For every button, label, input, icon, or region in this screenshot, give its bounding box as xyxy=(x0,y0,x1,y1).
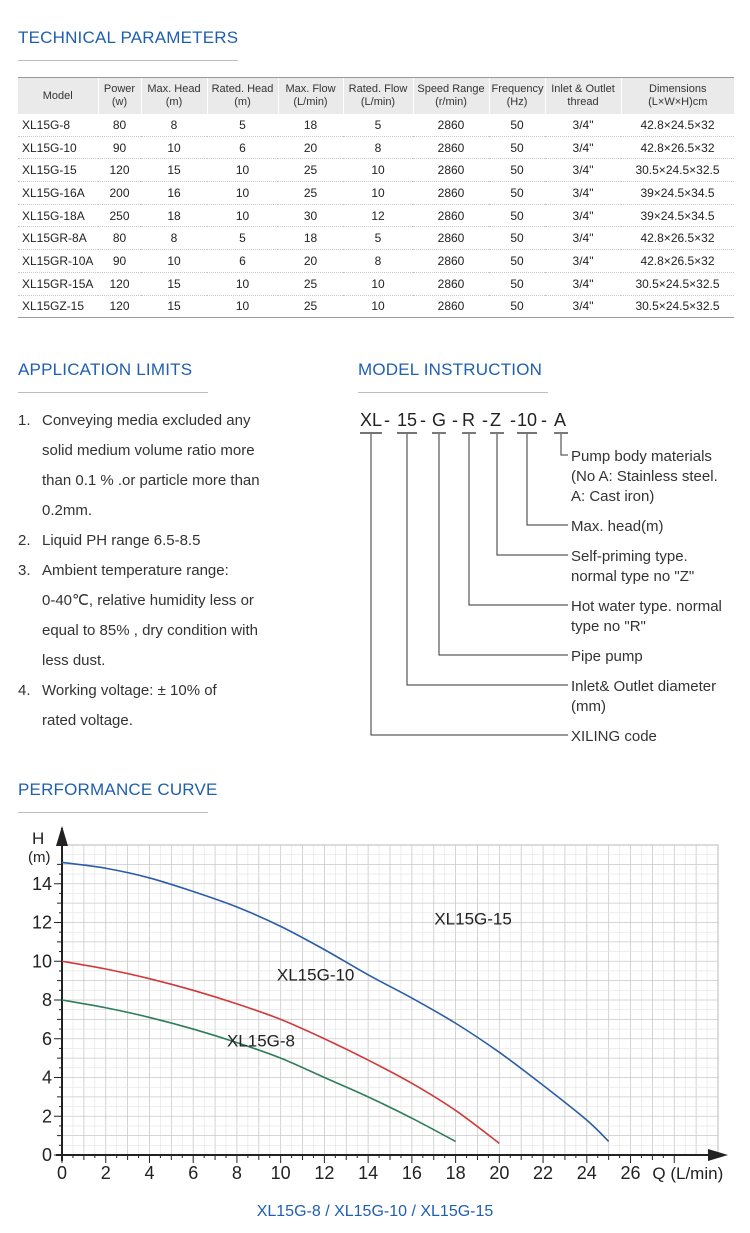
table-cell: 42.8×26.5×32 xyxy=(621,136,734,159)
table-body xyxy=(18,114,734,318)
table-cell: 30 xyxy=(278,204,343,227)
table-cell: 39×24.5×34.5 xyxy=(621,204,734,227)
model-label: (No A: Stainless steel. xyxy=(571,468,718,485)
table-cell: 200 xyxy=(98,182,141,205)
table-cell: 5 xyxy=(207,114,278,136)
leader-line xyxy=(469,434,568,605)
model-label: Self-priming type. xyxy=(571,548,688,565)
table-cell: XL15G-15 xyxy=(18,159,98,182)
table-cell: 3/4" xyxy=(545,295,621,318)
model-label: Hot water type. normal xyxy=(571,598,722,615)
leader-line xyxy=(527,434,568,525)
model-label: (mm) xyxy=(571,698,606,715)
list-item-line: 0.2mm. xyxy=(42,502,93,519)
table-cell: 42.8×24.5×32 xyxy=(621,114,734,136)
table-cell: 2860 xyxy=(413,136,489,159)
section-rule-model xyxy=(358,392,548,393)
table-cell: 2860 xyxy=(413,204,489,227)
table-cell: 80 xyxy=(98,114,141,136)
table-cell: XL15GR-15A xyxy=(18,272,98,295)
code-separator: - xyxy=(482,410,488,430)
table-cell: 80 xyxy=(98,227,141,250)
x-tick-label: 18 xyxy=(445,1163,466,1183)
y-axis-unit: (m) xyxy=(28,849,51,866)
table-cell: 25 xyxy=(278,159,343,182)
table-cell: 10 xyxy=(207,295,278,318)
table-cell: 3/4" xyxy=(545,204,621,227)
table-cell: 2860 xyxy=(413,227,489,250)
table-cell: 3/4" xyxy=(545,159,621,182)
table-row xyxy=(18,250,734,273)
table-cell: 50 xyxy=(489,114,545,136)
table-cell: 5 xyxy=(343,114,413,136)
section-title-limits: APPLICATION LIMITS xyxy=(18,360,193,379)
table-cell: 50 xyxy=(489,136,545,159)
table-cell: 42.8×26.5×32 xyxy=(621,227,734,250)
table-cell: XL15G-18A xyxy=(18,204,98,227)
table-cell: 2860 xyxy=(413,159,489,182)
code-segment: 10 xyxy=(517,410,538,430)
table-cell: 50 xyxy=(489,272,545,295)
x-tick-label: 26 xyxy=(620,1163,641,1183)
y-tick-label: 4 xyxy=(41,1067,52,1088)
x-tick-label: 10 xyxy=(270,1163,291,1183)
list-item-line: equal to 85% , dry condition with xyxy=(42,622,258,639)
performance-curve-chart xyxy=(0,820,750,1200)
table-cell: 120 xyxy=(98,159,141,182)
x-tick-label: 20 xyxy=(489,1163,510,1183)
table-cell: 8 xyxy=(343,250,413,273)
table-cell: XL15GZ-15 xyxy=(18,295,98,318)
model-label: Pump body materials xyxy=(571,448,712,465)
table-cell: 120 xyxy=(98,295,141,318)
table-header-cell: Max. Head (m) xyxy=(141,78,207,114)
list-item-line: Ambient temperature range: xyxy=(42,562,229,579)
model-label: Pipe pump xyxy=(571,648,643,665)
model-label: normal type no "Z" xyxy=(571,568,695,585)
section-rule-technical xyxy=(18,60,238,61)
list-item-line: 0-40℃, relative humidity less or xyxy=(42,592,254,609)
table-cell: 25 xyxy=(278,272,343,295)
table-cell: 20 xyxy=(278,136,343,159)
table-cell: 3/4" xyxy=(545,182,621,205)
table-cell: XL15G-8 xyxy=(18,114,98,136)
table-cell: 16 xyxy=(141,182,207,205)
y-tick-label: 2 xyxy=(41,1106,52,1127)
code-segment: G xyxy=(432,410,447,430)
table-cell: 10 xyxy=(207,159,278,182)
list-item-number: 2. xyxy=(18,532,31,549)
code-separator: - xyxy=(541,410,547,430)
technical-parameters-table xyxy=(18,78,734,318)
table-header-cell: Power (w) xyxy=(98,78,141,114)
table-cell: 20 xyxy=(278,250,343,273)
x-tick-label: 0 xyxy=(56,1163,68,1183)
y-axis-label: H xyxy=(32,829,45,848)
table-header-cell: Rated. Head (m) xyxy=(207,78,278,114)
table-cell: 50 xyxy=(489,227,545,250)
table-row xyxy=(18,295,734,318)
series-label: XL15G-10 xyxy=(276,965,355,985)
table-cell: 10 xyxy=(141,136,207,159)
table-cell: 30.5×24.5×32.5 xyxy=(621,295,734,318)
table-cell: 90 xyxy=(98,136,141,159)
x-tick-label: 24 xyxy=(576,1163,597,1183)
x-tick-label: 16 xyxy=(401,1163,422,1183)
table-cell: 3/4" xyxy=(545,250,621,273)
table-cell: 15 xyxy=(141,272,207,295)
table-header-cell: Max. Flow (L/min) xyxy=(278,78,343,114)
code-segment: XL xyxy=(360,410,383,430)
table-cell: 12 xyxy=(343,204,413,227)
list-item-line: than 0.1 % .or particle more than xyxy=(42,472,260,489)
table-row xyxy=(18,114,734,136)
code-segment: Z xyxy=(490,410,501,430)
leader-line xyxy=(561,434,568,455)
x-tick-label: 8 xyxy=(231,1163,242,1183)
y-axis-arrow xyxy=(56,826,68,846)
table-cell: 8 xyxy=(343,136,413,159)
code-separator: - xyxy=(510,410,516,430)
table-header-cell: Rated. Flow (L/min) xyxy=(343,78,413,114)
code-segment: A xyxy=(554,410,567,430)
y-tick-label: 14 xyxy=(31,873,52,894)
table-cell: XL15GR-10A xyxy=(18,250,98,273)
leader-line xyxy=(497,434,568,555)
table-cell: 2860 xyxy=(413,114,489,136)
table-cell: 10 xyxy=(343,159,413,182)
list-item-line: solid medium volume ratio more xyxy=(42,442,255,459)
table-header-cell: Dimensions (L×W×H)cm xyxy=(621,78,734,114)
table-cell: 10 xyxy=(141,250,207,273)
table-cell: 5 xyxy=(207,227,278,250)
table-header-cell: Inlet & Outlet thread xyxy=(545,78,621,114)
table-header-cell: Model xyxy=(18,78,98,114)
table-cell: 30.5×24.5×32.5 xyxy=(621,272,734,295)
table-cell: 3/4" xyxy=(545,227,621,250)
table-header-cell: Frequency (Hz) xyxy=(489,78,545,114)
table-cell: 2860 xyxy=(413,250,489,273)
table-row xyxy=(18,272,734,295)
x-tick-label: 12 xyxy=(314,1163,335,1183)
x-tick-label: 6 xyxy=(188,1163,199,1183)
series-label: XL15G-15 xyxy=(434,909,512,929)
table-cell: 2860 xyxy=(413,295,489,318)
x-axis-label: Q (L/min) xyxy=(652,1164,724,1183)
list-item-line: less dust. xyxy=(42,652,106,669)
y-tick-label: 6 xyxy=(41,1028,52,1049)
table-header-row xyxy=(18,78,734,114)
table-cell: 90 xyxy=(98,250,141,273)
table-row xyxy=(18,227,734,250)
table-cell: 2860 xyxy=(413,182,489,205)
section-rule-limits xyxy=(18,392,208,393)
table-cell: 8 xyxy=(141,227,207,250)
model-label: XILING code xyxy=(571,728,657,745)
table-cell: 8 xyxy=(141,114,207,136)
table-cell: 10 xyxy=(207,272,278,295)
table-cell: 10 xyxy=(343,295,413,318)
list-item-number: 3. xyxy=(18,562,31,579)
leader-line xyxy=(407,434,568,685)
table-cell: 18 xyxy=(278,114,343,136)
table-cell: 5 xyxy=(343,227,413,250)
list-item-number: 4. xyxy=(18,682,31,699)
y-tick-label: 8 xyxy=(41,990,52,1010)
table-cell: 6 xyxy=(207,250,278,273)
table-cell: 250 xyxy=(98,204,141,227)
table-cell: 2860 xyxy=(413,272,489,295)
table-row xyxy=(18,159,734,182)
table-cell: XL15G-10 xyxy=(18,136,98,159)
table-cell: 3/4" xyxy=(545,136,621,159)
x-tick-label: 14 xyxy=(358,1163,379,1183)
table-cell: 120 xyxy=(98,272,141,295)
list-item-line: Conveying media excluded any xyxy=(42,412,251,429)
x-tick-label: 22 xyxy=(533,1163,554,1183)
code-separator: - xyxy=(420,410,426,430)
table-cell: 10 xyxy=(343,272,413,295)
model-label: Inlet& Outlet diameter xyxy=(571,678,717,695)
table-cell: 25 xyxy=(278,182,343,205)
table-cell: XL15GR-8A xyxy=(18,227,98,250)
section-title-performance: PERFORMANCE CURVE xyxy=(18,780,218,799)
table-cell: 10 xyxy=(207,204,278,227)
section-rule-performance xyxy=(18,812,208,813)
code-separator: - xyxy=(452,410,458,430)
table-cell: 15 xyxy=(141,159,207,182)
table-cell: 50 xyxy=(489,204,545,227)
table-cell: 3/4" xyxy=(545,114,621,136)
y-tick-label: 10 xyxy=(31,951,52,972)
model-label: Max. head(m) xyxy=(571,518,664,535)
table-cell: 10 xyxy=(343,182,413,205)
table-cell: 30.5×24.5×32.5 xyxy=(621,159,734,182)
series-label: XL15G-8 xyxy=(226,1031,296,1051)
table-cell: 50 xyxy=(489,250,545,273)
table-row xyxy=(18,182,734,205)
section-title-technical: TECHNICAL PARAMETERS xyxy=(18,28,239,47)
list-item-line: Working voltage: ± 10% of xyxy=(42,682,217,699)
table-cell: 25 xyxy=(278,295,343,318)
table-cell: 39×24.5×34.5 xyxy=(621,182,734,205)
table-header-cell: Speed Range (r/min) xyxy=(413,78,489,114)
y-tick-label: 0 xyxy=(41,1145,52,1165)
table-cell: 42.8×26.5×32 xyxy=(621,250,734,273)
table-cell: 18 xyxy=(278,227,343,250)
list-item-line: rated voltage. xyxy=(42,712,133,729)
x-tick-label: 2 xyxy=(100,1163,111,1183)
table-cell: 50 xyxy=(489,182,545,205)
table-cell: 18 xyxy=(141,204,207,227)
table-cell: 50 xyxy=(489,295,545,318)
table-cell: 50 xyxy=(489,159,545,182)
table-cell: 3/4" xyxy=(545,272,621,295)
list-item-line: Liquid PH range 6.5-8.5 xyxy=(42,532,201,549)
table-row xyxy=(18,136,734,159)
x-tick-label: 4 xyxy=(144,1163,155,1183)
table-cell: 6 xyxy=(207,136,278,159)
y-tick-label: 12 xyxy=(31,912,52,933)
table-cell: 10 xyxy=(207,182,278,205)
table-cell: 15 xyxy=(141,295,207,318)
section-title-model: MODEL INSTRUCTION xyxy=(358,360,543,379)
code-segment: 15 xyxy=(397,410,418,430)
list-item-number: 1. xyxy=(18,412,31,429)
model-label: type no "R" xyxy=(571,618,646,635)
code-segment: R xyxy=(462,410,475,430)
model-label: A: Cast iron) xyxy=(571,488,655,505)
leader-line xyxy=(439,434,568,655)
table-cell: XL15G-16A xyxy=(18,182,98,205)
code-separator: - xyxy=(384,410,390,430)
table-row xyxy=(18,204,734,227)
chart-caption: XL15G-8 / XL15G-10 / XL15G-15 xyxy=(256,1203,494,1220)
